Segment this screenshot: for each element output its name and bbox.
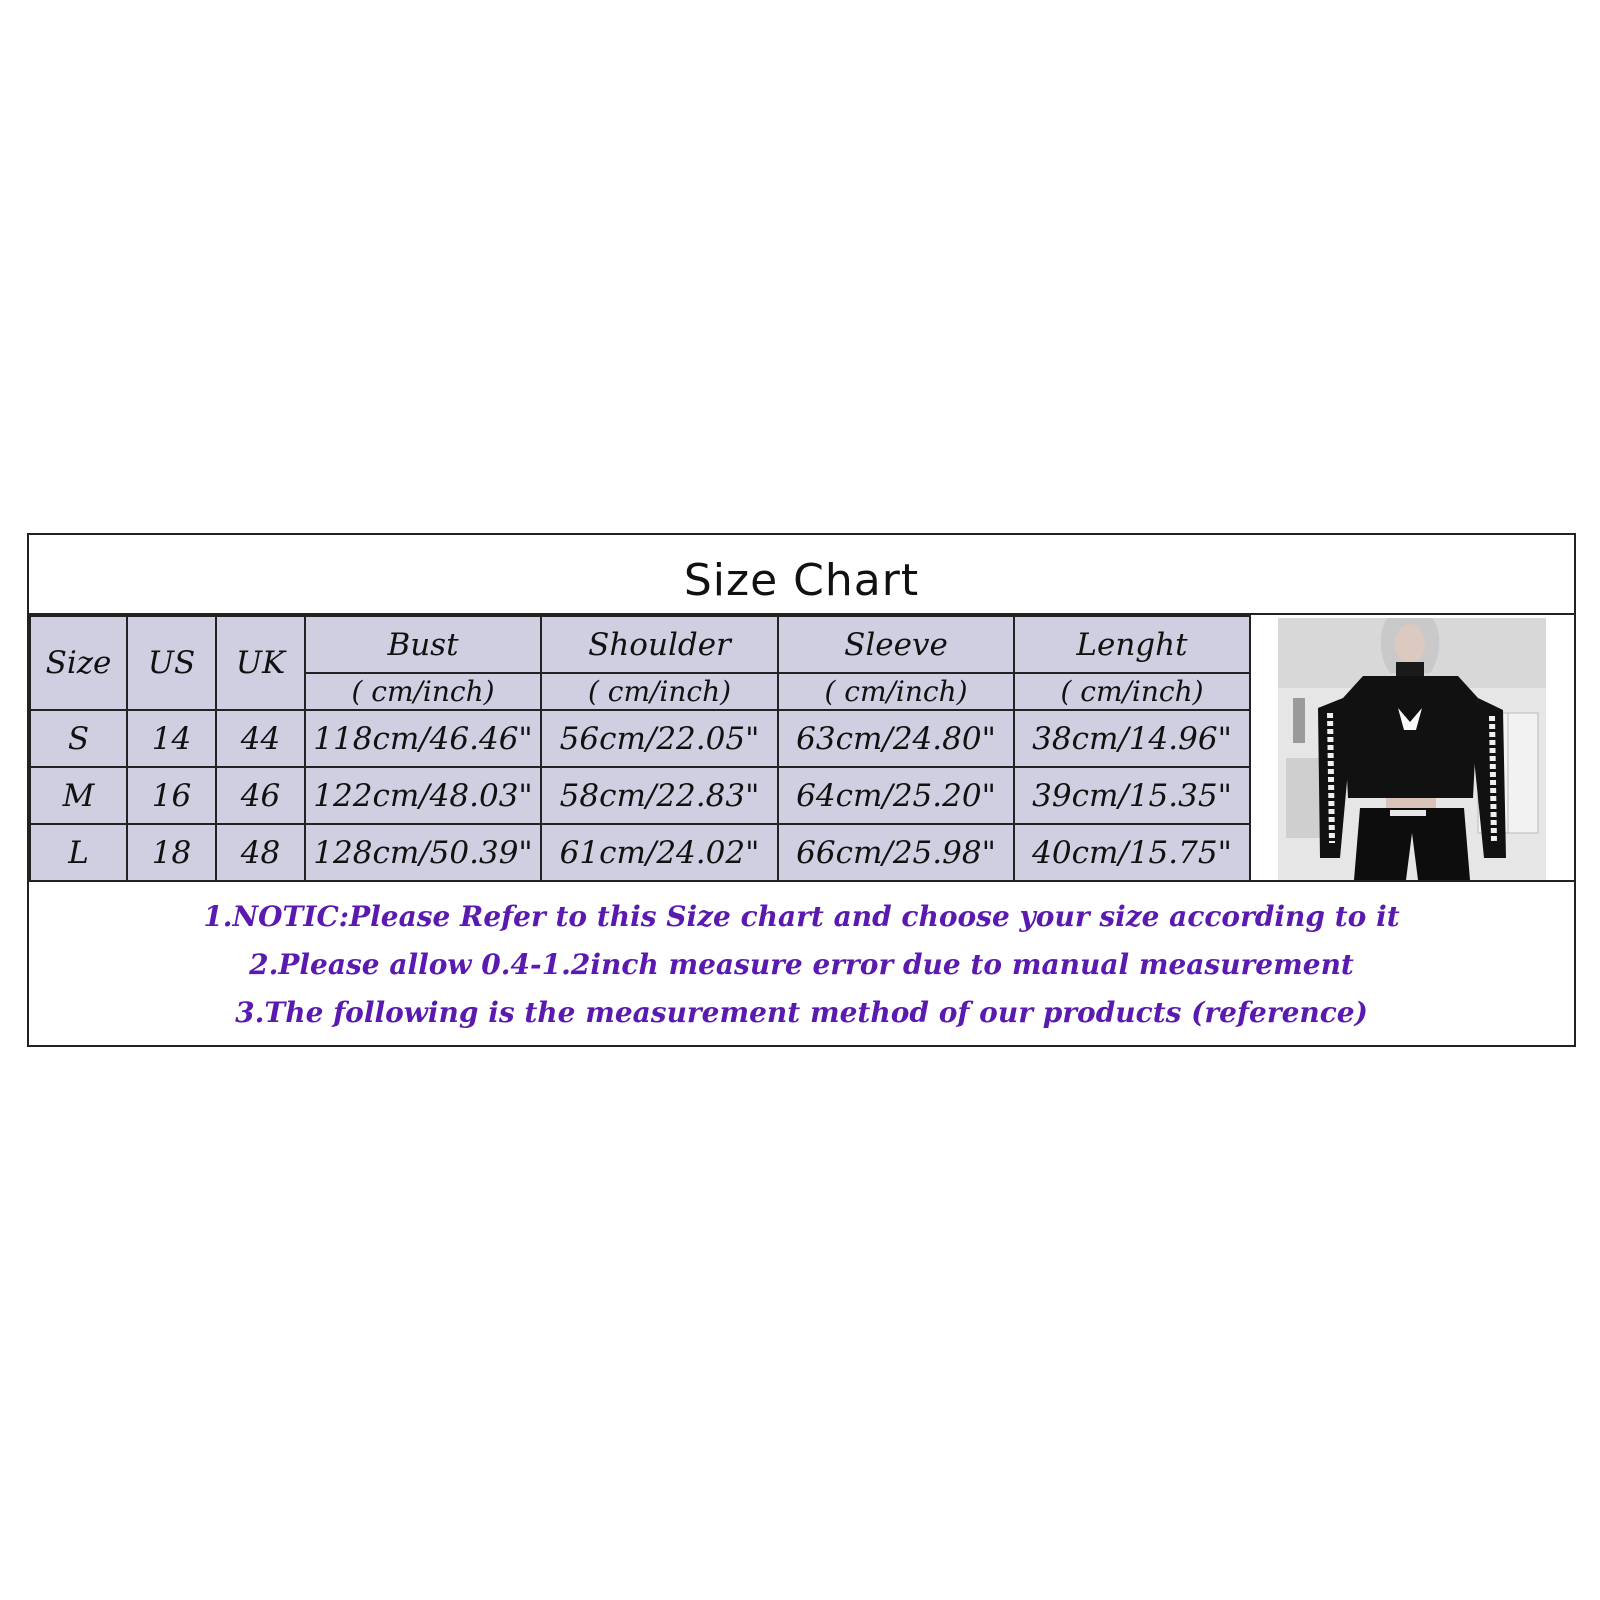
cell-length: 39cm/15.35": [1014, 767, 1250, 824]
note-1: 1.NOTIC:Please Refer to this Size chart and choose your size according to it: [203, 899, 1400, 933]
unit-shoulder: ( cm/inch): [541, 673, 778, 710]
cell-us: 16: [127, 767, 216, 824]
unit-bust: ( cm/inch): [305, 673, 541, 710]
cell-size: L: [30, 824, 127, 881]
chart-title: Size Chart: [29, 535, 1574, 615]
notes-section: [29, 882, 1574, 1047]
header-size: Size: [30, 616, 127, 710]
header-uk: UK: [216, 616, 305, 710]
cell-size: M: [30, 767, 127, 824]
cell-us: 14: [127, 710, 216, 767]
cell-shoulder: 58cm/22.83": [541, 767, 778, 824]
header-length: Lenght: [1014, 616, 1250, 673]
cell-uk: 44: [216, 710, 305, 767]
cell-sleeve: 66cm/25.98": [778, 824, 1014, 881]
note-3: 3.The following is the measurement method of our products (reference): [235, 995, 1368, 1029]
size-chart-panel: [27, 533, 1576, 1047]
table-header-row: [30, 616, 1250, 673]
cell-uk: 48: [216, 824, 305, 881]
cell-shoulder: 56cm/22.05": [541, 710, 778, 767]
product-photo: [1278, 618, 1546, 880]
cell-uk: 46: [216, 767, 305, 824]
cell-shoulder: 61cm/24.02": [541, 824, 778, 881]
cell-length: 40cm/15.75": [1014, 824, 1250, 881]
cell-length: 38cm/14.96": [1014, 710, 1250, 767]
cell-bust: 118cm/46.46": [305, 710, 541, 767]
header-us: US: [127, 616, 216, 710]
table-row: [30, 824, 1250, 881]
note-2: 2.Please allow 0.4-1.2inch measure error due to manual measurement: [249, 947, 1354, 981]
unit-length: ( cm/inch): [1014, 673, 1250, 710]
cell-sleeve: 63cm/24.80": [778, 710, 1014, 767]
cell-bust: 122cm/48.03": [305, 767, 541, 824]
unit-sleeve: ( cm/inch): [778, 673, 1014, 710]
table-row: [30, 767, 1250, 824]
table-row: [30, 710, 1250, 767]
cell-sleeve: 64cm/25.20": [778, 767, 1014, 824]
cell-us: 18: [127, 824, 216, 881]
cell-bust: 128cm/50.39": [305, 824, 541, 881]
cell-size: S: [30, 710, 127, 767]
header-sleeve: Sleeve: [778, 616, 1014, 673]
header-shoulder: Shoulder: [541, 616, 778, 673]
header-bust: Bust: [305, 616, 541, 673]
size-table: [29, 615, 1251, 882]
